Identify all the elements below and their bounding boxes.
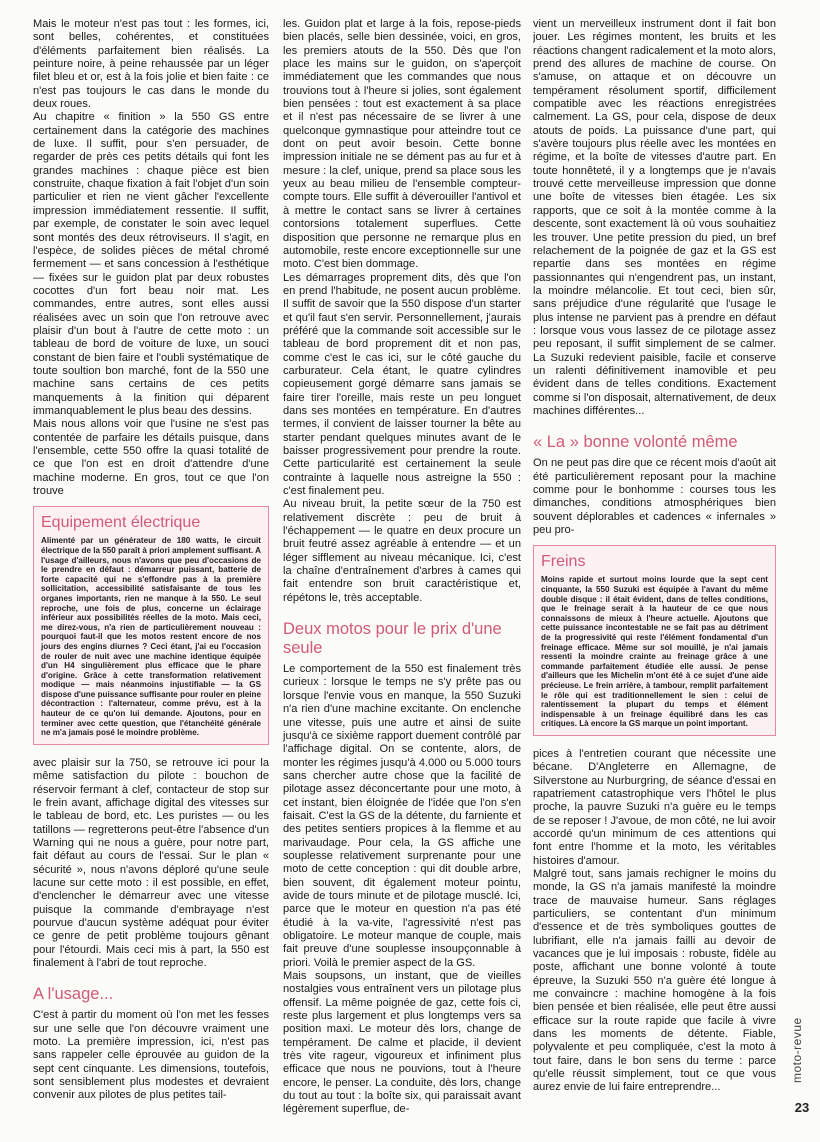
paragraph-behaviour: Le comportement de la 550 est finalement très curieux : lorsque le temps ne s'y prête pas ou lorsque l'envie vous en manque, la 550 Suzuki n'a rien d'une machine excitante. On enclenche une vitesse, puis une autre et ainsi de suite jusqu'à ce sixième rapport duement contrôlé par l'affichage digital. On se contente, alors, de monter les régimes jusqu'à 4.000 ou 5.000 tours sans chercher autre chose que la facilité de pilotage assez déconcertante pour une moto, à cet instant, bien éloignée de l'idée que l'on s'en faisait. C'est la GS de la détente, du farniente et des petites sentiers propices à la flemme et au marivaudage. Pour cela, la GS affiche une souplesse relativement surprenante pour une moto de cette conception : qui dit double arbre, bien souvent, dit également moteur pointu, avide de tours minute et de pilotage musclé. Ici, parce que le moteur en question n'a pas été étudié à la va-vite, l'agressivité n'est pas obligatoire. Le moteur manque de couple, mais fait preuve d'une souplesse insoupçonnable à priori. Voilà le premier aspect de la GS. xyxy=(283,663,521,969)
box-title-brakes: Freins xyxy=(541,553,586,571)
paragraph-sport: Mais soupsons, un instant, que de vieilles nostalgies vous entraînent vers un pilotage plus offensif. La même poignée de gaz, cette fois ci, reste plus largement et plus longtemps vers sa position maxi. Le moteur dès lors, change de tempérament. De calme et placide, il devient très vite rageur, vigoureux et infiniment plus efficace que nous ne pouvions, tout à l'heure encore, le penser. La conduite, dès lors, change du tout au tout : la boîte six, qui paraissait avant légèrement superflue, de- xyxy=(283,970,521,1116)
paragraph-usage: C'est à partir du moment où l'on met les fesses sur une selle que l'on découvre vraiment une moto. La première impression, ici, n'est pas sans rappeler celle éprouvée au guidon de la sept cent cinquante. Les dimensions, toutefois, sont sensiblement plus modestes et devraient convenir aux pilotes de plus petites tail- xyxy=(33,1009,269,1102)
paragraph-conclusion: Malgré tout, sans jamais rechigner le moins du monde, la GS n'a jamais manifesté la moindre trace de mauvaise humeur. Sans réglages particuliers, se contentant d'un minimum d'essence et de très symboliques gouttes de lubrifiant, elle n'a jamais failli au devoir de vacances que je lui imposais : robuste, fidèle au poste, affichant une bonne volonté à toute épreuve, la Suzuki 550 n'a guère été longue à me convaincre : machine homogène à la fois bien pensée et bien réalisée, elle peut être aussi efficace sur la route rapide que facile à vivre dans les moments de détente. Fiable, polyvalente et peu compliquée, c'est la moto à tout faire, dans le bon sens du terme : parce qu'elle réussit simplement, tout ce que vous aurez envie de lui faire entreprendre... xyxy=(533,867,776,1094)
paragraph-starting: Les démarrages proprement dits, dès que l'on en prend l'habitude, ne posent aucun problème. Il suffit de savoir que la 550 dispose d'un starter et qu'il faut s'en servir. Personnellement, j'aurais préféré que la commande soit accessible sur le tableau de bord proprement dit et non pas, comme c'est le cas ici, sur le côté gauche du carburateur. Cela étant, le quatre cylindres copieusement gorgé démarre sans jamais se faire tirer l'oreille, mais reste un peu longuet dans ses montées en température. En d'autres termes, il convient de laisser tourner la bête au starter pendant quelques minutes avant de le baisser progressivement pour prendre la route. Cette particularité est certainement la seule contrainte à laquelle nous astreigne la 550 : c'est finalement peu. xyxy=(283,271,521,498)
intro-paragraph-3: Mais nous allons voir que l'usine ne s'est pas contentée de parfaire les détails puisque, dans l'ensemble, cette 550 offre la quasi totalité de ce que l'on est en droit d'attendre d'une machine moderne. En gros, tout ce que l'on trouve xyxy=(33,418,269,498)
box-title-electrical: Equipement électrique xyxy=(41,514,201,532)
paragraph-gearbox: vient un merveilleux instrument dont il fait bon jouer. Les régimes montent, les bruits et les réactions changent radicalement et la moto alors, prend des allures de machine de course. On s'amuse, on attaque et on découvre un tempérament résolument sportif, difficilement compatible avec les réactions enregistrées calmement. La GS, pour cela, dispose de deux atouts de poids. La puissance d'une part, qui s'avère toujours plus réelle avec les montées en régime, et la boîte de vitesses d'autre part. En toute honnêteté, il y a longtemps que je n'avais trouvé cette merveilleuse impression que donne une boîte de vitesses bien étagée. Les six rapports, que ce soit à la montée comme à la descente, sont exactement là où vous souhaitiez les trouver. Une petite pression du pied, un bref relachement de la poignée de gaz et la GS est repartie dans ses montées en régime passionnantes qui n'engendrent pas, un instant, la moindre mélancolie. Et tout ceci, bien sûr, sans préjudice d'une régularité que l'usage le plus intense ne parvient pas à prendre en défaut : lorsque vous vous lassez de ce pilotage assez peu reposant, il suffit simplement de se calmer. La Suzuki redevient paisible, facile et conserve un ralenti définitivement inamovible et peu évident dans de telles conditions. Exactement comme si l'on disposait, alternativement, de deux machines différentes... xyxy=(533,18,776,417)
page-number: 23 xyxy=(794,1100,810,1115)
column-3 xyxy=(533,18,776,1123)
section-heading-two-bikes: Deux motos pour le prix d'une seule xyxy=(283,620,502,658)
magazine-name: moto-revue xyxy=(790,1017,804,1083)
paragraph-travel: pices à l'entretien courant que nécessite une bécane. D'Angleterre en Allemagne, de Silverstone au Nurburgring, de séance d'essai en rapatriement catastrophique vers l'hôtel le plus proche, la pauvre Suzuki n'a guère eu le temps de se reposer ! J'avoue, de mon côté, ne lui avoir accordé qu'un minimum de ces attentions qui font entre l'homme et la moto, les véritables histoires d'amour. xyxy=(533,747,776,867)
intro-paragraph-1: Mais le moteur n'est pas tout : les formes, ici, sont belles, cohérentes, et constituées d'éléments parfaitement bien réalisés. La peinture noire, à peine rehaussée par un léger filet bleu et or, est à la fois jolie et bien faite : ce n'est pas toujours le cas dans le monde du deux roues. xyxy=(33,18,269,111)
sidebar-box-electrical xyxy=(33,506,269,744)
box-text-electrical: Alimenté par un générateur de 180 watts, le circuit électrique de la 550 paraît à priori amplement suffisant. A l'usage d'ailleurs, nous n'avons que peu d'occasions de le prendre en défaut : démarreur puissant, batterie de forte capacité qui ne s'effondre pas à la première sollicitation, accessibilité satisfaisante de tous les organes importants, rien ne manque à la 550. Le seul reproche, une fois de plus, concerne un éclairage inférieur aux possibilités réelles de la moto. Mais ceci, me direz-vous, n'a rien de particulièrement nouveau : pourquoi faut-il que les motos restent encore de nos jours des engins diurnes ? Ceci étant, j'ai eu l'occasion de rouler de nuit avec une machine identique équipée d'un H4 singulièrement plus efficace que le phare d'origine. Grâce à cette transformation relativement modique — mais néanmoins injustifiable — la GS dispose d'une puissance suffisante pour rouler en pleine décontraction : l'alternateur, comme prévu, est à la hauteur de ce qu'on lui demande. Ajoutons, pour en terminer avec cette question, que l'étanchéité générale ne m'a jamais posé le moindre problème. xyxy=(41,536,261,738)
column-2 xyxy=(283,18,521,1123)
section-heading-usage: A l'usage... xyxy=(33,985,114,1004)
box-text-brakes: Moins rapide et surtout moins lourde que la sept cent cinquante, la 550 Suzuki est équipée à l'avant du même double disque : il était évident, dans de telles conditions, que le freinage serait à la hauteur de ce que nous connaissons de mieux à l'heure actuelle. Ajoutons que cette puissance incontestable ne se fait pas au détriment de la progressivité qui reste l'élément fondamental d'un freinage efficace. Même sur sol mouillé, je n'ai jamais ressenti la moindre crainte au freinage grâce à une commande parfaitement étudiée elle aussi. Je pense d'ailleurs que les Michelin m'ont été à ce sujet d'une aide précieuse. Le frein arrière, à tambour, remplit parfaitement le rôle qui est traditionnellement le sien : celui de ralentissement la plupart du temps et élément indispensable à un freinage équilibré dans les cas critiques. Là encore la GS marque un point important. xyxy=(541,575,768,729)
paragraph-handling: les. Guidon plat et large à la fois, repose-pieds bien placés, selle bien dessinée, voici, en gros, les premiers atouts de la 550. Dès que l'on place les mains sur le guidon, on s'aperçoit immédiatement que les commandes que nous trouvions tout à l'heure si jolies, sont également bien pensées : tout est exactement à sa place et il n'est pas nécessaire de se livrer à une quelconque gymnastique pour atteindre tout ce dont on peut avoir besoin. Cette bonne impression initiale ne se dément pas au fur et à mesure : la clef, unique, prend sa place sous les yeux au beau milieu de l'ensemble compteur-compte tours. Elle suffit à déverouiller l'antivol et à mettre le contact sans se livrer à certaines contorsions totalement superflues. Cette disposition que personne ne remarque plus en automobile, reste encore exceptionnelle sur une moto. C'est bien dommage. xyxy=(283,18,521,271)
paragraph-noise: Au niveau bruit, la petite sœur de la 750 est relativement discrète : peu de bruit à l'échappement — le quatre en deux procure un bruit feutré assez agréable à entendre — et un léger sifflement au niveau mécanique. Ici, c'est la chaîne d'entraînement d'arbres à cames qui fait entendre son bruit caractéristique et, répétons le, très acceptable. xyxy=(283,498,521,604)
paragraph-august: On ne peut pas dire que ce récent mois d'août ait été particulièrement reposant pour la machine comme pour le bonhomme : courses tous les dimanches, conditions atmosphériques bien souvent déplorables et cadences « infernales » peu pro- xyxy=(533,457,776,537)
sidebar-box-brakes xyxy=(533,545,776,736)
section-heading-goodwill: « La » bonne volonté même xyxy=(533,433,738,452)
intro-paragraph-2: Au chapitre « finition » la 550 GS entre certainement dans la catégorie des machines de luxe. Il suffit, pour s'en persuader, de regarder de près ces petits détails qui font les grandes machines : chaque pièce est bien construite, chaque fixation à fait l'objet d'un soin particulier et rien ne vient gâcher l'excellente impression immédiatement ressentie. Il suffit, par exemple, de constater le soin avec lequel sont montés des deux rétroviseurs. Il s'agit, en l'espèce, de solides pièces de métal chromé fermement — et sans concession à l'esthétique — fixées sur le guidon plat par deux robustes cocottes d'un fort beau noir mat. Les commandes, entre autres, sont elles aussi réalisées avec un soin que l'on retrouve avec plaisir d'un bout à l'autre de cette moto : un tableau de bord de voiture de luxe, un souci constant de bien faire et l'oubli systématique de toute soultion bon marché, font de la 550 une machine sans certains de ces petits manquements à la finition qui déparent immanquablement le plus beau des dessins. xyxy=(33,111,269,417)
column-1 xyxy=(33,18,269,1123)
paragraph-after-box: avec plaisir sur la 750, se retrouve ici pour la même satisfaction du pilote : bouchon de réservoir fermant à clef, contacteur de stop sur le frein avant, affichage digital des vitesses sur le tableau de bord, etc. Les puristes — ou les tatillons — regretterons peut-être l'absence d'un Warning qui ne nous a guère, pour notre part, fait défaut au cours de l'essai. Sur le plan « sécurité », nous n'avons déploré qu'une seule lacune sur cette moto : il est possible, en effet, d'enclencher le démarreur avec une vitesse puisque la commande d'embrayage n'est pourvue d'aucun système adéquat pour éviter ce genre de petit problème toujours gênant pour l'étourdi. Mais ceci mis à part, la 550 est finalement à l'abri de tout reproche. xyxy=(33,756,269,969)
